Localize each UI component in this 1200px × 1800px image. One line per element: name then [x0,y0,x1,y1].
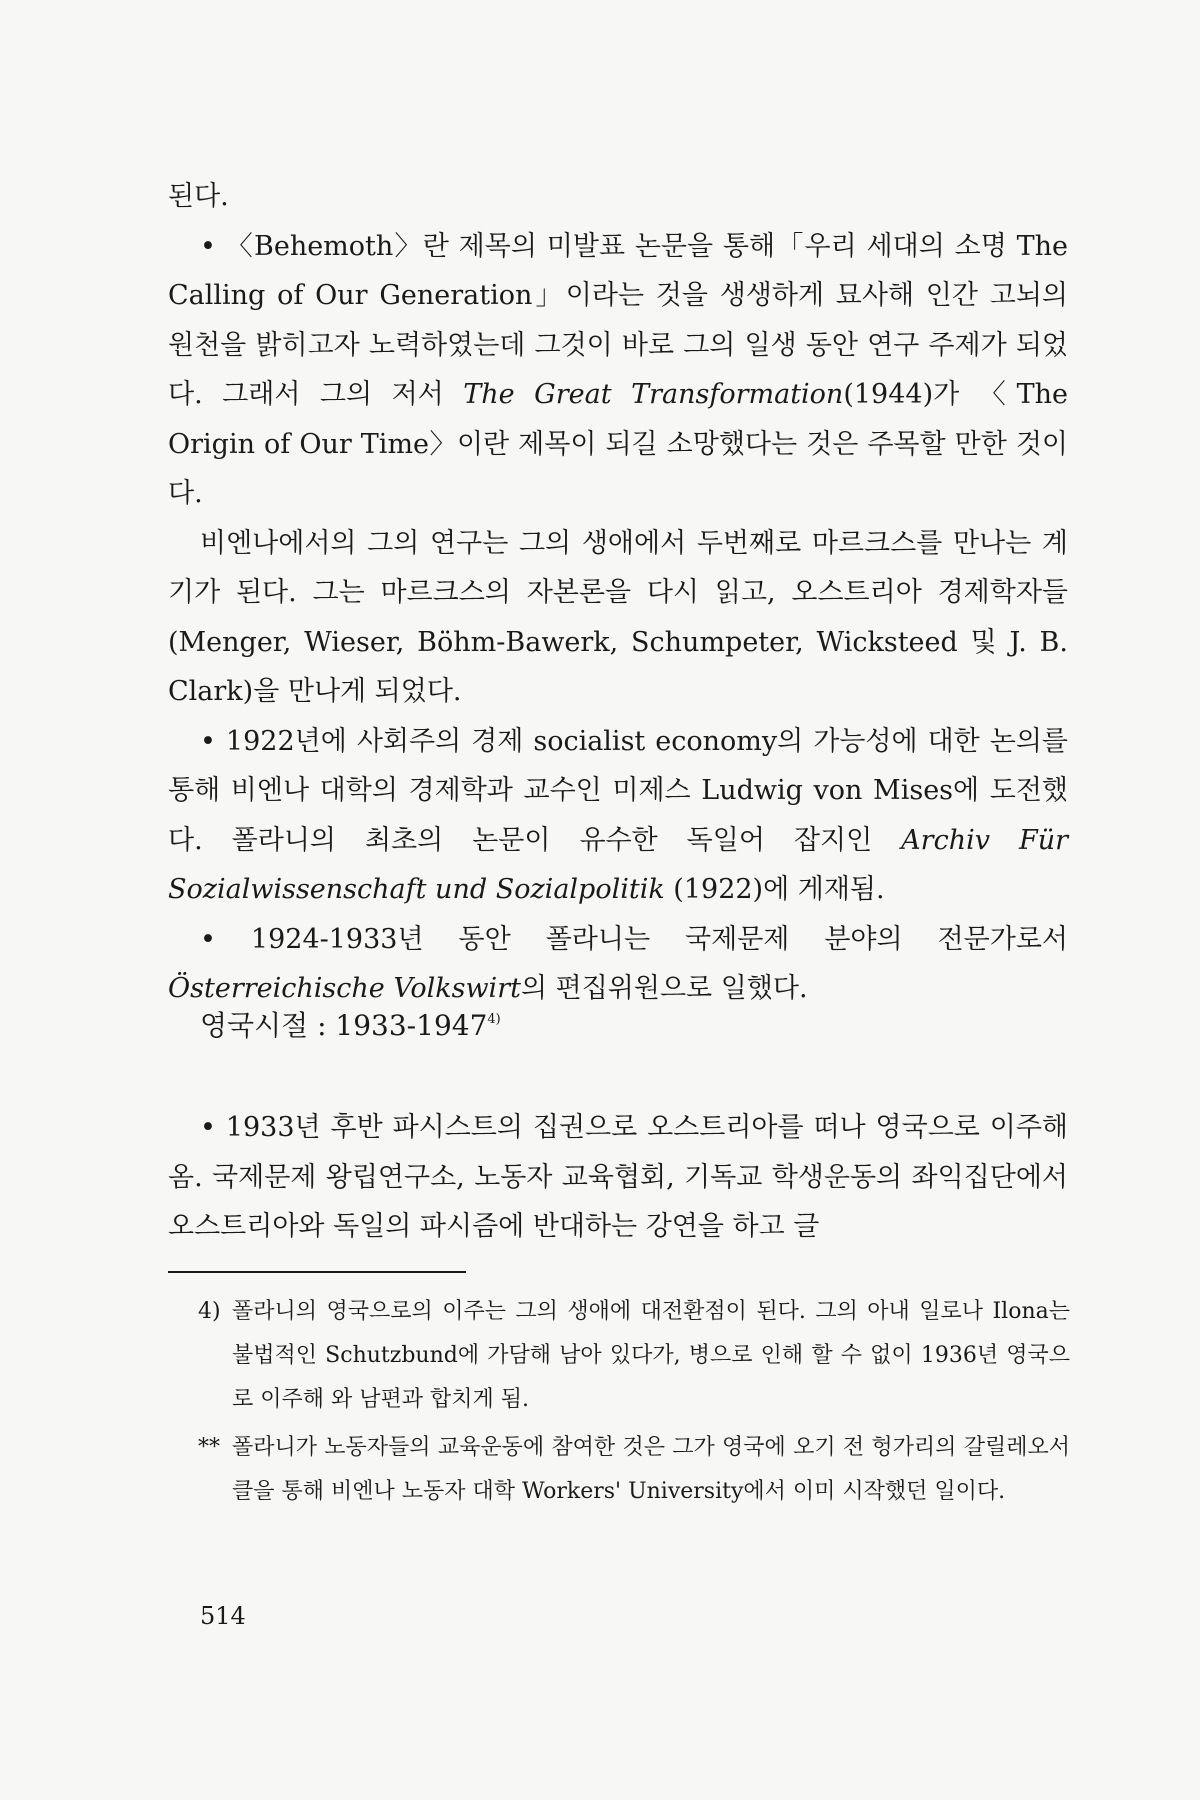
paragraph-vienna-research: 비엔나에서의 그의 연구는 그의 생애에서 두번째로 마르크스를 만나는 계기가 된다. 그는 마르크스의 자본론을 다시 읽고, 오스트리아 경제학자들(Menger, Wieser, Böhm-Bawerk, Schumpeter, Wicksteed 및 J. B. Clark)을 만나게 되었다. [168,527,1068,707]
section-heading: 영국시절 : 1933-1947$^{4)}$ [200,1009,501,1042]
footnote-asterisk: ** 폴라니가 노동자들의 교육운동에 참여한 것은 그가 영국에 오기 전 헝가리의 갈릴레오서클을 통해 비엔나 노동자 대학 Workers' University에서 이미 시작했던 일이다. [198,1435,1070,1504]
journal-title-archiv: Archiv Für Sozialwissenschaft und Sozialpolitik [168,824,1068,905]
paragraph-continuation: 된다. [168,181,229,212]
footnote-4: 4) 폴라니의 영국으로의 이주는 그의 생애에 대전환점이 된다. 그의 아내 일로나 Ilona는 불법적인 Schutzbund에 가담해 남아 있다가, 병으로 인해 할 수 없이 1936년 영국으로 이주해 와 남편과 합치게 됨. [198,1299,1070,1412]
main-text [168,172,1068,1014]
paragraph-1924: • 1924-1933년 동안 폴라니는 국제문제 분야의 전문가로서 Österreichische Volkswirt의 편집위원으로 일했다. [168,923,1068,1004]
paragraph-behemoth: • 〈Behemoth〉란 제목의 미발표 논문을 통해「우리 세대의 소명 The Calling of Our Generation」이라는 것을 생생하게 묘사해 인간 고뇌의 원천을 밝히고자 노력하였는데 그것이 바로 그의 일생 동안 연구 주제가 되었다. 그래서 그의 저서 The Great Transformation(1944)가 〈The Origin of Our Time〉이란 제목이 되길 소망했다는 것은 주목할 만한 것이다. [168,230,1069,509]
paragraph-1933: • 1933년 후반 파시스트의 집권으로 오스트리아를 떠나 영국으로 이주해 옴. 국제문제 왕립연구소, 노동자 교육협회, 기독교 학생운동의 좌익집단에서 오스트리아와 독일의 파시즘에 반대하는 강연을 하고 글 [168,1112,1068,1242]
page-number: 514 [200,1602,246,1630]
journal-title-volkswirt: Österreichische Volkswirt [168,973,521,1004]
footnote-divider [168,1271,466,1273]
book-title-great-transformation: The Great Transformation [463,379,844,410]
footnotes [198,1290,1070,1518]
paragraph-1922: • 1922년에 사회주의 경제 socialist economy의 가능성에 대한 논의를 통해 비엔나 대학의 경제학과 교수인 미제스 Ludwig von Mises에 도전했다. 폴라니의 최초의 논문이 유수한 독일어 잡지인 Archiv Für Sozialwissenschaft und Sozialpolitik (1922)에 게재됨. [168,725,1068,905]
footnote-ref: 4) [487,1012,501,1027]
